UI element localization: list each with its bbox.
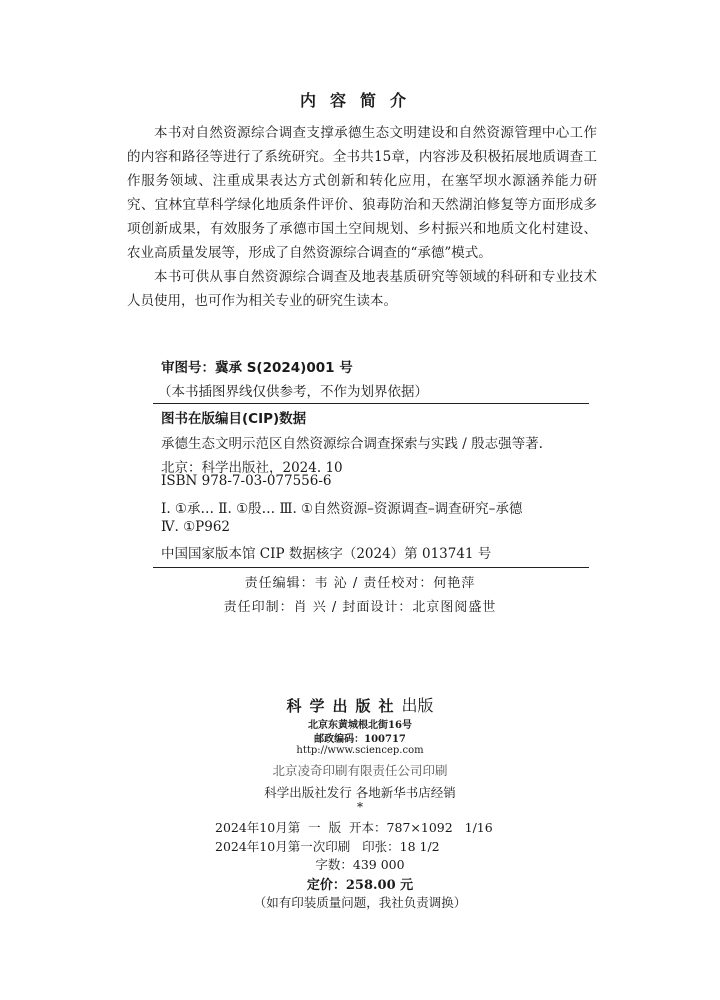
printer-line: 北京凌奇印刷有限责任公司印刷	[272, 763, 448, 778]
summary-paragraph: 本书对自然资源综合调查支撑承德生态文明建设和自然资源管理中心工作的内容和路径等进行了系统研究。全书共15章，内容涉及积极拓展地质调查工作服务领域、注重成果表达方式创新和转化应用，在塞罕坝水源涵养能力研究、宜林宜草科学绿化地质条件评价、狼毒防治和天然湖泊修复等方面形成多项创新成果，有效服务了承德市国土空间规划、乡村振兴和地质文化村建设、农业高质量发展等，形成了自然资源综合调查的“承德”模式。	[127, 125, 597, 261]
cip-heading: 图书在版编目(CIP)数据	[161, 411, 307, 427]
map-review-number: 审图号：冀承 S(2024)001 号	[161, 360, 353, 376]
summary-paragraph: 本书可供从事自然资源综合调查及地表基质研究等领域的科研和专业技术人员使用，也可作为相关专业的研究生读本。	[127, 269, 597, 309]
staff-editors: 责任编辑：韦 沁 / 责任校对：何艳萍	[244, 576, 476, 591]
edition-line: 2024年10月第 一 版 开本：787×1092 1/16	[215, 820, 493, 835]
quality-note: （如有印装质量问题，我社负责调换）	[253, 895, 467, 910]
publisher-suffix: 出版	[401, 696, 434, 715]
price: 定价：258.00 元	[306, 878, 414, 893]
publisher-address: 北京东黄城根北街16号	[308, 720, 412, 731]
cip-publisher-line: 北京：科学出版社，2024. 10	[161, 460, 343, 476]
summary-body	[127, 121, 597, 313]
cip-title-line: 承德生态文明示范区自然资源综合调查探索与实践 / 殷志强等著.	[161, 436, 543, 452]
staff-production: 责任印制：肖 兴 / 封面设计：北京图阅盛世	[223, 600, 497, 615]
cip-isbn-line: ISBN 978-7-03-077556-6	[161, 473, 332, 489]
printing-line: 2024年10月第一次印刷 印张：18 1/2	[215, 839, 440, 854]
cip-classification-line-2: Ⅳ. ①P962	[161, 519, 231, 535]
summary-title: 内容简介	[299, 91, 420, 110]
cip-top-rule	[153, 403, 589, 404]
cip-classification-line: Ⅰ. ①承… Ⅱ. ①殷… Ⅲ. ①自然资源–资源调查–调查研究–承德	[161, 501, 523, 517]
publisher-url: http://www.sciencep.com	[296, 745, 424, 756]
cip-record-number: 中国国家版本馆 CIP 数据核字（2024）第 013741 号	[161, 546, 492, 562]
distributor-line: 科学出版社发行 各地新华书店经销	[264, 785, 456, 800]
map-review-note: （本书插图界线仅供参考，不作为划界依据）	[158, 384, 428, 400]
publisher-line	[0, 693, 720, 716]
publisher-name: 科学出版社	[286, 697, 402, 715]
word-count: 字数：439 000	[315, 857, 405, 872]
cip-bottom-rule	[153, 567, 589, 568]
publisher-postcode: 邮政编码：100717	[314, 734, 406, 745]
separator-asterisk: *	[357, 800, 363, 814]
